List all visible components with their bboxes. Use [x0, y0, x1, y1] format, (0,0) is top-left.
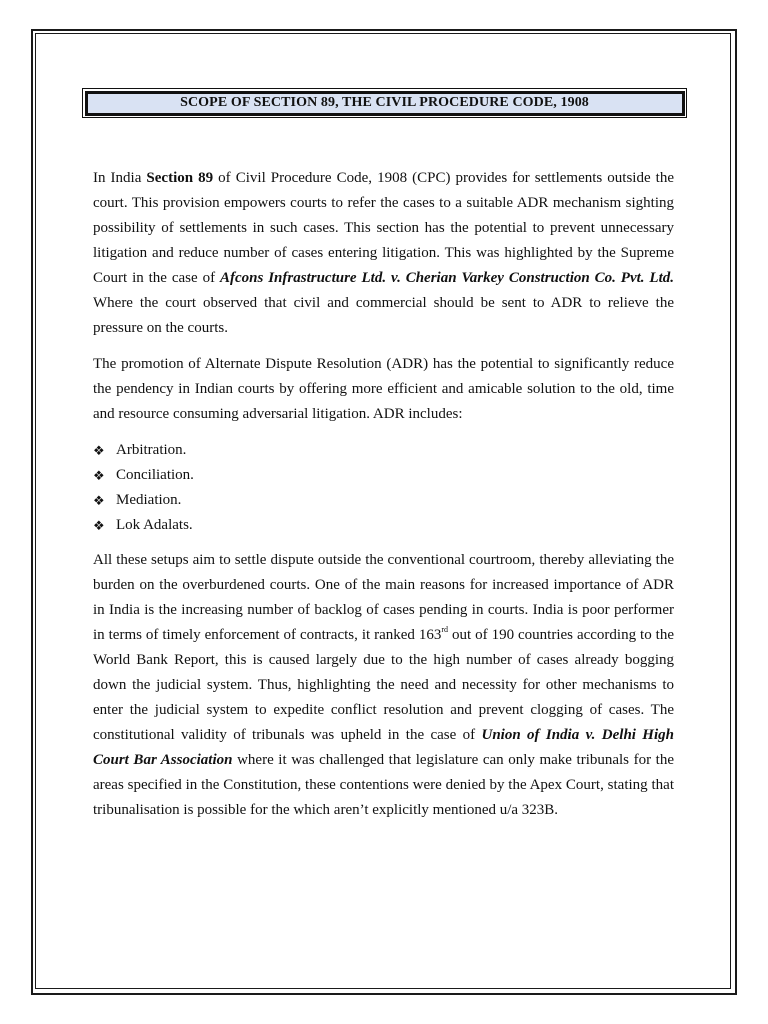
list-item-label: Lok Adalats. [116, 517, 193, 533]
list-item [93, 463, 674, 488]
paragraph-adr-promotion: The promotion of Alternate Dispute Resolution (ADR) has the potential to significantly reduce the pendency in Indian courts by offering more efficient and amicable solution to the old, time and resource consuming adversarial litigation. ADR includes: [93, 356, 674, 422]
list-item [93, 438, 674, 463]
list-item-label: Conciliation. [116, 467, 194, 483]
paragraph-adr-importance [93, 548, 674, 823]
diamond-bullet-icon: ❖ [93, 493, 105, 508]
page-title: SCOPE OF SECTION 89, THE CIVIL PROCEDURE CODE, 1908 [85, 91, 685, 116]
adr-list [93, 438, 674, 538]
case-name-union-of-india: Union of India v. Delhi High Court Bar Association [93, 727, 674, 768]
paragraph-section-89 [93, 166, 674, 341]
ordinal-superscript: rd [441, 625, 449, 634]
diamond-bullet-icon: ❖ [93, 443, 105, 458]
section-89-bold: Section 89 [146, 170, 214, 186]
para3-text-2: out of 190 countries according to the World Bank Report, this is caused largely due to the high number of cases already bogging down the judicial system. Thus, highlighting the need and necessity for other mechanisms to enter the judicial system to expedite conflict resolution and prevent clogging of cases. The constitutional validity of tribunals was upheld in the case of [93, 627, 674, 743]
title-frame [82, 88, 687, 118]
list-item-label: Arbitration. [116, 442, 187, 458]
para3-text-1: All these setups aim to settle dispute outside the conventional courtroom, thereby alleviating the burden on the overburdened courts. One of the main reasons for increased importance of ADR in India is the increasing number of backlog of cases pending in courts. India is poor performer in terms of timely enforcement of contracts, it ranked 163 [93, 552, 674, 643]
list-item [93, 513, 674, 538]
document-body [93, 166, 674, 834]
para1-text-2: of Civil Procedure Code, 1908 (CPC) provides for settlements outside the court. This provision empowers courts to refer the cases to a suitable ADR mechanism sighting possibility of settlements in such cases. This section has the potential to prevent unnecessary litigation and reduce number of cases entering litigation. This was highlighted by the Supreme Court in the case of [93, 170, 674, 286]
case-name-afcons: Afcons Infrastructure Ltd. v. Cherian Varkey Construction Co. Pvt. Ltd. [219, 270, 675, 286]
para1-text-3: Where the court observed that civil and commercial should be sent to ADR to relieve the pressure on the courts. [93, 295, 674, 336]
para1-text-1: In India [93, 170, 147, 186]
para3-text-3: where it was challenged that legislature can only make tribunals for the areas specified in the Constitution, these contentions were denied by the Apex Court, stating that tribunalisation is possible for the which aren’t explicitly mentioned u/a 323B. [93, 752, 675, 818]
list-item [93, 488, 674, 513]
diamond-bullet-icon: ❖ [93, 518, 105, 533]
diamond-bullet-icon: ❖ [93, 468, 105, 483]
list-item-label: Mediation. [116, 492, 182, 508]
